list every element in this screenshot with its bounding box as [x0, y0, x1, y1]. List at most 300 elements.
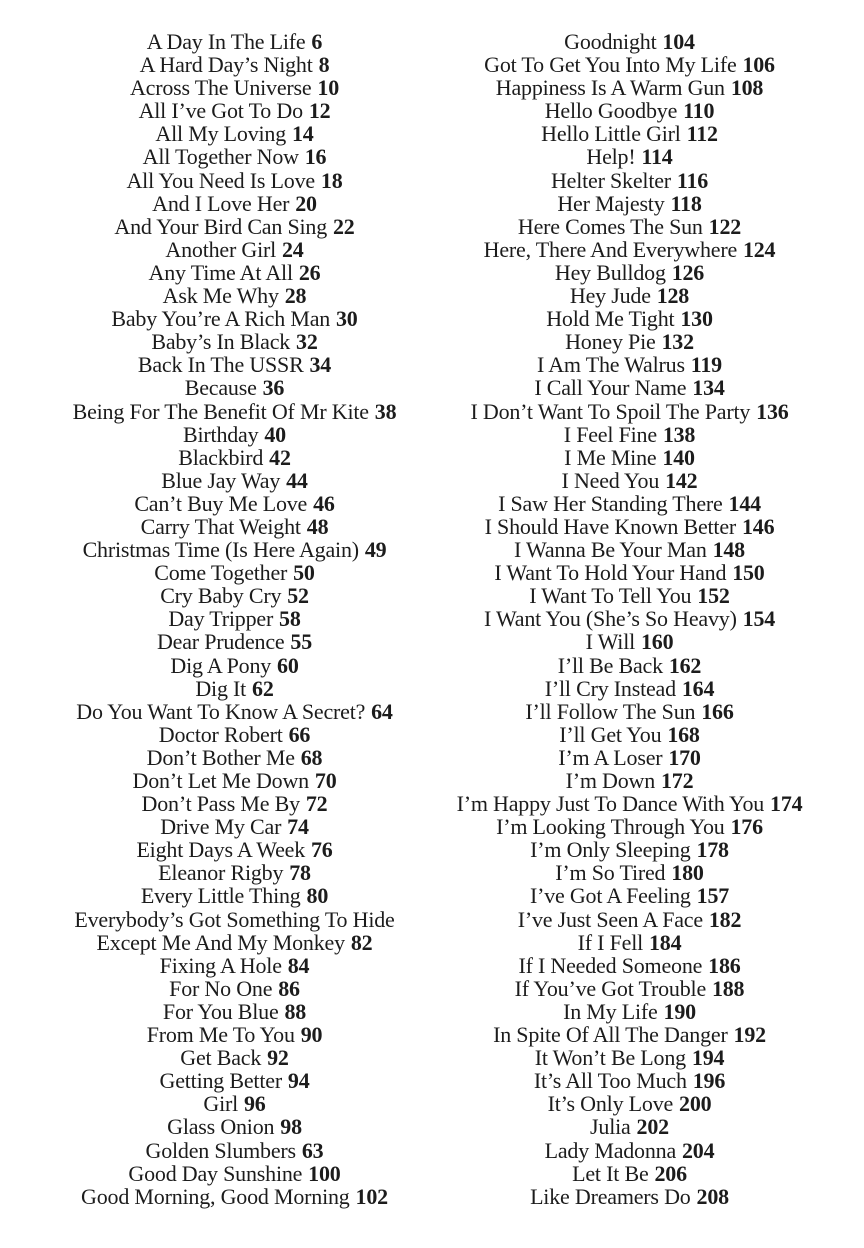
song-title: I Me Mine	[564, 444, 657, 470]
toc-entry	[432, 515, 827, 538]
page-number: 62	[252, 675, 274, 701]
song-title: Dear Prudence	[156, 629, 285, 655]
page-number: 48	[306, 513, 329, 539]
song-title: Get Back	[180, 1045, 262, 1071]
page-number: 182	[708, 906, 742, 932]
toc-entry	[432, 1115, 827, 1138]
song-title: From Me To You	[146, 1022, 295, 1048]
song-title: Julia	[590, 1114, 631, 1140]
song-title: I Will	[585, 629, 636, 655]
toc-entry	[432, 330, 827, 353]
toc-entry	[37, 677, 432, 700]
toc-entry	[37, 192, 432, 215]
page-number: 126	[671, 259, 705, 285]
page-number: 166	[701, 698, 734, 724]
page-number: 10	[317, 75, 340, 101]
toc-entry	[37, 1139, 432, 1162]
song-title: I Call Your Name	[534, 375, 687, 401]
page-number: 164	[681, 675, 715, 701]
song-title: Girl	[203, 1091, 239, 1117]
toc-entry	[432, 192, 827, 215]
page-number: 70	[314, 768, 337, 793]
toc-entry	[432, 954, 827, 977]
song-title: Eleanor Rigby	[158, 860, 284, 886]
song-title: Let It Be	[572, 1160, 649, 1186]
toc-entry	[432, 122, 827, 145]
toc-entry	[432, 538, 827, 561]
toc-entry	[432, 261, 827, 284]
song-title: Hey Jude	[569, 283, 651, 309]
page-number: 208	[696, 1183, 729, 1209]
toc-entry	[432, 1162, 827, 1185]
toc-entry	[432, 400, 827, 423]
page-number: 176	[730, 814, 763, 840]
page-number: 132	[661, 329, 694, 355]
page-number: 190	[663, 998, 696, 1024]
song-title: I’m So Tired	[555, 860, 666, 886]
toc-entry	[432, 700, 827, 723]
toc-entry	[432, 1023, 827, 1046]
song-title: I’m Down	[565, 768, 656, 793]
page-number: 63	[301, 1137, 324, 1163]
song-title: For You Blue	[162, 998, 279, 1024]
song-title: Day Tripper	[168, 606, 274, 632]
toc-entry	[37, 538, 432, 561]
page-number: 168	[667, 721, 700, 747]
page-number: 96	[243, 1091, 266, 1117]
song-title: I Wanna Be Your Man	[514, 537, 707, 563]
song-title: I Am The Walrus	[537, 352, 685, 378]
page-number: 206	[654, 1160, 687, 1186]
song-title: I Want You (She’s So Heavy)	[483, 606, 737, 632]
toc-entry	[37, 1162, 432, 1185]
page-number: 52	[287, 583, 309, 609]
song-title: Birthday	[183, 421, 259, 447]
toc-entry	[432, 792, 827, 815]
page-number: 118	[670, 190, 702, 216]
toc-entry	[432, 815, 827, 838]
song-title: Golden Slumbers	[145, 1137, 296, 1163]
page-number: 42	[269, 444, 291, 470]
page-number: 154	[742, 606, 776, 632]
song-title: Being For The Benefit Of Mr Kite	[72, 398, 369, 424]
toc-entry	[37, 1046, 432, 1069]
page-number: 128	[656, 283, 690, 309]
song-title: Every Little Thing	[140, 883, 301, 909]
toc-entry	[37, 307, 432, 330]
page-number: 20	[295, 190, 317, 216]
toc-entry	[37, 238, 432, 261]
toc-entry	[432, 723, 827, 746]
toc-entry	[432, 1000, 827, 1023]
toc-entry	[37, 30, 432, 53]
toc-entry	[432, 769, 827, 792]
toc-entry	[37, 353, 432, 376]
song-title: And Your Bird Can Sing	[114, 213, 328, 239]
song-title: Her Majesty	[557, 190, 665, 216]
song-title: Because	[184, 375, 257, 401]
song-title: Eight Days A Week	[136, 837, 306, 863]
page-number: 146	[741, 513, 775, 539]
song-title: Dig It	[195, 675, 247, 701]
toc-entry	[432, 99, 827, 122]
page-number: 76	[310, 837, 333, 863]
toc-entry	[432, 469, 827, 492]
toc-entry	[37, 1185, 432, 1208]
toc-entry	[37, 792, 432, 815]
toc-entry	[432, 1046, 827, 1069]
song-title: Drive My Car	[160, 814, 282, 840]
page-number: 138	[662, 421, 696, 447]
toc-entry	[37, 1092, 432, 1115]
toc-entry	[37, 1115, 432, 1138]
song-title: Hey Bulldog	[554, 259, 666, 285]
page-number: 46	[313, 490, 335, 516]
song-title: Carry That Weight	[140, 513, 301, 539]
page-number: 116	[676, 167, 709, 193]
song-title: Except Me And My Monkey	[96, 929, 345, 955]
song-title: I’ll Get You	[559, 721, 662, 747]
song-title: Hello Little Girl	[541, 121, 681, 147]
page-number: 170	[668, 744, 701, 770]
song-title: Come Together	[154, 560, 288, 586]
song-title: I’m Only Sleeping	[530, 837, 691, 863]
song-title: For No One	[169, 975, 273, 1001]
page-number: 134	[692, 375, 725, 401]
song-title: Baby’s In Black	[151, 329, 291, 355]
song-title: Cry Baby Cry	[160, 583, 282, 609]
song-title: Can’t Buy Me Love	[134, 490, 308, 516]
page-number: 86	[278, 975, 300, 1001]
page-number: 114	[641, 144, 673, 170]
song-title: Here, There And Everywhere	[483, 236, 738, 262]
page-number: 94	[287, 1068, 310, 1094]
page-number: 14	[291, 121, 314, 147]
song-title: I Want To Hold Your Hand	[494, 560, 727, 586]
song-title: It’s All Too Much	[533, 1068, 687, 1094]
song-title: Doctor Robert	[158, 721, 283, 747]
page-number: 24	[281, 236, 304, 262]
toc-entry	[37, 400, 432, 423]
song-title: Back In The USSR	[137, 352, 304, 378]
page-number: 6	[311, 29, 323, 54]
song-title: A Day In The Life	[146, 29, 306, 54]
page-number: 66	[288, 721, 311, 747]
toc-entry	[37, 284, 432, 307]
toc-entry	[37, 584, 432, 607]
toc-column-left	[37, 30, 432, 1208]
toc-entry	[37, 815, 432, 838]
toc-entry	[432, 607, 827, 630]
page-number: 106	[742, 52, 775, 78]
page-number: 38	[374, 398, 397, 424]
toc-entry	[432, 169, 827, 192]
page-number: 174	[770, 791, 803, 817]
song-title: I’m Looking Through You	[496, 814, 725, 840]
page-number: 90	[300, 1022, 323, 1048]
toc-entry	[432, 492, 827, 515]
page-number: 148	[712, 537, 745, 563]
toc-entry	[432, 1092, 827, 1115]
toc-entry	[432, 838, 827, 861]
song-title: Hello Goodbye	[544, 98, 678, 124]
page-number: 18	[320, 167, 343, 193]
song-title: I’ve Got A Feeling	[529, 883, 691, 909]
toc-entry	[37, 1023, 432, 1046]
toc-entry	[432, 423, 827, 446]
toc-entry	[37, 469, 432, 492]
song-title: Do You Want To Know A Secret?	[76, 698, 366, 724]
toc-entry	[37, 908, 432, 931]
page-number: 196	[692, 1068, 726, 1094]
song-title: Across The Universe	[129, 75, 312, 101]
toc-entry	[432, 884, 827, 907]
song-title: Like Dreamers Do	[530, 1183, 691, 1209]
toc-entry	[432, 630, 827, 653]
page-number: 157	[696, 883, 730, 909]
toc-entry	[432, 746, 827, 769]
page-number: 58	[279, 606, 301, 632]
toc-entry	[432, 215, 827, 238]
song-title: Don’t Bother Me	[146, 744, 295, 770]
song-title: In Spite Of All The Danger	[493, 1022, 728, 1048]
page-number: 82	[350, 929, 373, 955]
page-number: 98	[280, 1114, 302, 1140]
page-number: 150	[732, 560, 765, 586]
song-title: If You’ve Got Trouble	[514, 975, 707, 1001]
page-number: 64	[371, 698, 393, 724]
song-title: Got To Get You Into My Life	[484, 52, 737, 78]
toc-entry	[37, 861, 432, 884]
page-number: 194	[691, 1045, 725, 1071]
page-number: 80	[306, 883, 329, 909]
song-title: All Together Now	[142, 144, 299, 170]
page-number: 8	[318, 52, 330, 78]
song-title: I Need You	[561, 467, 660, 493]
table-of-contents	[37, 0, 827, 1208]
page-number: 88	[284, 998, 307, 1024]
page-number: 192	[733, 1022, 766, 1048]
song-title: I’m Happy Just To Dance With You	[456, 791, 765, 817]
toc-entry	[37, 215, 432, 238]
song-title: Dig A Pony	[170, 652, 272, 678]
toc-entry	[432, 307, 827, 330]
toc-entry	[432, 1069, 827, 1092]
song-title: I Should Have Known Better	[484, 513, 737, 539]
toc-entry	[37, 76, 432, 99]
page-number: 188	[711, 975, 745, 1001]
page-number: 184	[648, 929, 682, 955]
song-title: Ask Me Why	[162, 283, 279, 309]
toc-entry	[432, 446, 827, 469]
page-number: 26	[298, 259, 321, 285]
song-title: Hold Me Tight	[546, 306, 675, 332]
toc-entry	[432, 30, 827, 53]
page-number: 22	[332, 213, 355, 239]
page-number: 160	[640, 629, 674, 655]
toc-entry	[432, 376, 827, 399]
page-number: 112	[686, 121, 718, 147]
page-number: 186	[708, 952, 741, 978]
toc-entry	[37, 884, 432, 907]
page-number: 34	[309, 352, 332, 378]
toc-entry	[432, 238, 827, 261]
toc-entry	[37, 1000, 432, 1023]
toc-entry	[37, 145, 432, 168]
song-title: Help!	[586, 144, 636, 170]
page-number: 110	[683, 98, 715, 124]
song-title: Getting Better	[159, 1068, 282, 1094]
song-title: Helter Skelter	[550, 167, 671, 193]
toc-entry	[37, 423, 432, 446]
toc-entry	[432, 677, 827, 700]
toc-entry	[37, 746, 432, 769]
toc-entry	[37, 654, 432, 677]
song-title: I Don’t Want To Spoil The Party	[470, 398, 751, 424]
toc-entry	[432, 561, 827, 584]
song-title: Glass Onion	[167, 1114, 275, 1140]
toc-entry	[432, 353, 827, 376]
page-number: 72	[305, 791, 328, 817]
page-number: 108	[730, 75, 764, 101]
page-number: 136	[756, 398, 789, 424]
song-title: I Feel Fine	[563, 421, 657, 447]
toc-entry	[37, 53, 432, 76]
toc-entry	[37, 954, 432, 977]
page-number: 32	[296, 329, 318, 355]
toc-entry	[37, 607, 432, 630]
song-title: In My Life	[563, 998, 658, 1024]
page-number: 104	[662, 29, 695, 54]
page-number: 28	[284, 283, 307, 309]
toc-entry	[37, 769, 432, 792]
toc-entry	[37, 630, 432, 653]
song-title: Here Comes The Sun	[517, 213, 703, 239]
song-title: All I’ve Got To Do	[138, 98, 303, 124]
page-number: 144	[728, 490, 761, 516]
toc-entry	[432, 908, 827, 931]
song-title: Blackbird	[178, 444, 264, 470]
page-number: 92	[267, 1045, 289, 1071]
song-title: Good Day Sunshine	[128, 1160, 303, 1186]
page-number: 202	[636, 1114, 669, 1140]
toc-entry	[432, 931, 827, 954]
song-title: I Want To Tell You	[529, 583, 692, 609]
toc-entry	[37, 261, 432, 284]
song-title: If I Needed Someone	[518, 952, 703, 978]
page-number: 100	[308, 1160, 341, 1186]
song-title: Blue Jay Way	[161, 467, 281, 493]
toc-entry	[432, 1139, 827, 1162]
page-number: 74	[287, 814, 309, 840]
toc-entry	[37, 838, 432, 861]
page-number: 140	[662, 444, 695, 470]
song-title: And I Love Her	[152, 190, 290, 216]
page-number: 204	[681, 1137, 715, 1163]
song-title: I’ll Be Back	[557, 652, 663, 678]
toc-entry	[432, 584, 827, 607]
toc-entry	[432, 145, 827, 168]
song-title: I’ll Follow The Sun	[525, 698, 696, 724]
song-title: Everybody’s Got Something To Hide	[74, 906, 395, 932]
toc-entry	[432, 284, 827, 307]
page-number: 162	[668, 652, 702, 678]
song-title: Fixing A Hole	[159, 952, 282, 978]
song-title: All My Loving	[155, 121, 287, 147]
page-number: 36	[262, 375, 285, 401]
toc-entry	[37, 561, 432, 584]
toc-entry	[432, 654, 827, 677]
song-title: A Hard Day’s Night	[139, 52, 313, 78]
toc-entry	[432, 1185, 827, 1208]
page-number: 49	[364, 537, 387, 563]
page-number: 122	[708, 213, 742, 239]
page-number: 142	[665, 467, 698, 493]
toc-entry	[37, 122, 432, 145]
song-title: Another Girl	[165, 236, 277, 262]
song-title: Lady Madonna	[544, 1137, 677, 1163]
toc-entry	[37, 515, 432, 538]
page-number: 180	[671, 860, 704, 886]
toc-entry	[37, 977, 432, 1000]
song-title: I’ve Just Seen A Face	[517, 906, 703, 932]
song-title: It’s Only Love	[547, 1091, 674, 1117]
page-number: 200	[679, 1091, 712, 1117]
song-title: Goodnight	[564, 29, 657, 54]
song-title: Baby You’re A Rich Man	[111, 306, 331, 332]
song-title: Honey Pie	[565, 329, 656, 355]
page-number: 12	[308, 98, 331, 124]
page-number: 78	[289, 860, 311, 886]
song-title: If I Fell	[577, 929, 644, 955]
toc-entry	[37, 492, 432, 515]
toc-entry	[37, 99, 432, 122]
page-number: 16	[304, 144, 327, 170]
song-title: I’m A Loser	[558, 744, 663, 770]
song-title: Good Morning, Good Morning	[81, 1183, 350, 1209]
song-title: Don’t Pass Me By	[141, 791, 300, 817]
toc-entry	[37, 723, 432, 746]
song-title: I Saw Her Standing There	[498, 490, 723, 516]
page-number: 130	[680, 306, 713, 332]
page-number: 172	[660, 768, 694, 793]
song-title: Don’t Let Me Down	[132, 768, 309, 793]
toc-entry	[432, 76, 827, 99]
toc-entry	[432, 861, 827, 884]
song-title: Christmas Time (Is Here Again)	[82, 537, 359, 563]
page-number: 44	[286, 467, 308, 493]
toc-entry	[37, 376, 432, 399]
page-number: 178	[696, 837, 729, 863]
toc-entry	[37, 169, 432, 192]
page-number: 68	[300, 744, 323, 770]
page-number: 102	[355, 1183, 388, 1209]
page-number: 124	[742, 236, 776, 262]
song-title: It Won’t Be Long	[534, 1045, 686, 1071]
toc-entry	[432, 53, 827, 76]
page-number: 60	[277, 652, 299, 678]
toc-entry	[37, 700, 432, 723]
page-number: 152	[697, 583, 730, 609]
song-title: All You Need Is Love	[126, 167, 315, 193]
toc-entry	[432, 977, 827, 1000]
toc-entry	[37, 446, 432, 469]
page-number: 40	[264, 421, 286, 447]
song-title: Happiness Is A Warm Gun	[495, 75, 725, 101]
toc-entry	[37, 330, 432, 353]
song-title: I’ll Cry Instead	[544, 675, 676, 701]
toc-entry	[37, 1069, 432, 1092]
